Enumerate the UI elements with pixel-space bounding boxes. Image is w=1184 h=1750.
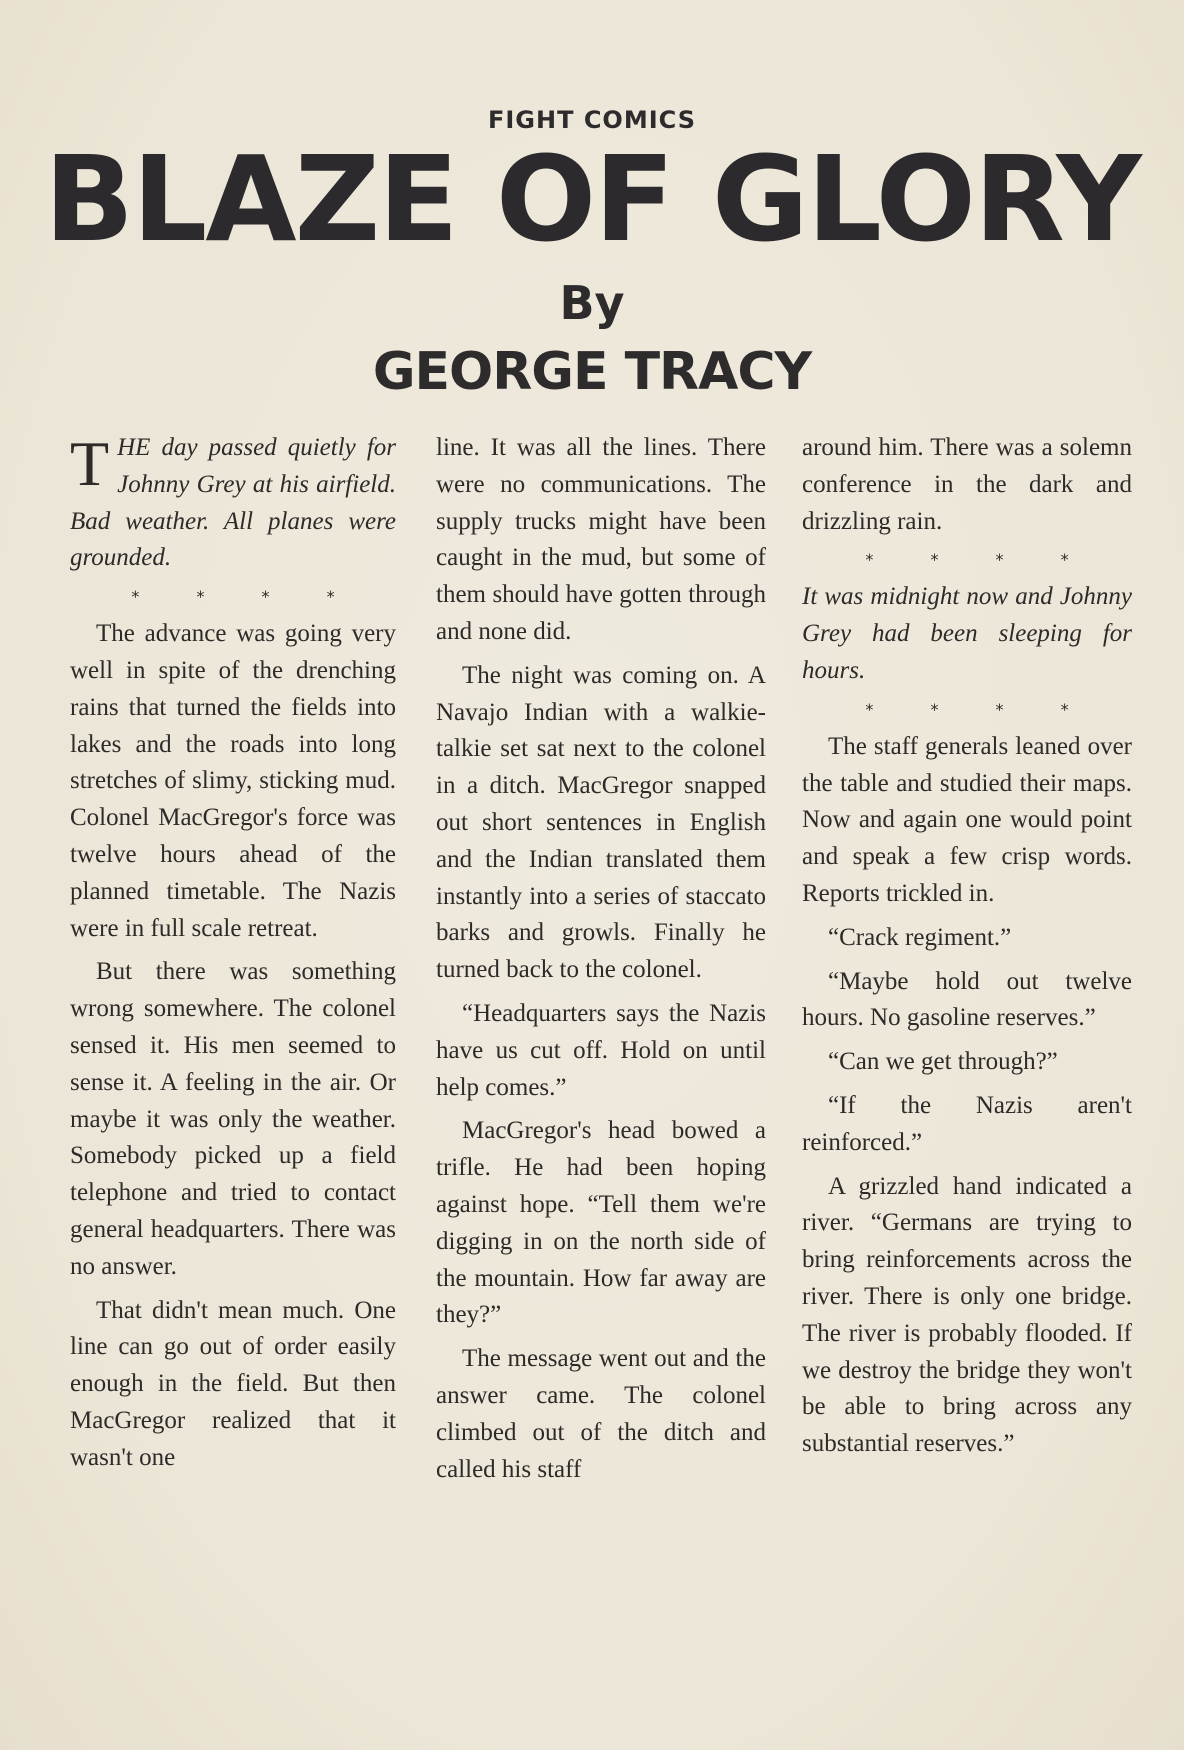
- paragraph-continued: That didn't mean much. One line can go out of order easily enough in the field. But then MacGregor realized that it wasn't one: [70, 1296, 396, 1471]
- section-break: * * * *: [865, 699, 1095, 719]
- paragraph: But there was something wrong somewhere. The colonel sensed it. His men seemed to sense it. A feeling in the air. Or maybe it was only the weather. Somebody picked up a field telephone and tried to contact general headquarters. There was no answer.: [70, 958, 396, 1280]
- story-title: BLAZE OF GLORY: [44, 130, 1140, 268]
- dialogue-line: “If the Nazis aren't reinforced.”: [802, 1091, 1132, 1156]
- section-break: * * * *: [865, 550, 1095, 570]
- paragraph: “Headquarters says the Nazis have us cut off. Hold on until help comes.”: [436, 999, 766, 1101]
- lead-paragraph: [70, 430, 396, 577]
- dialogue-line: “Maybe hold out twelve hours. No gasoline reserves.”: [802, 967, 1132, 1032]
- text-column-2: [436, 430, 766, 1495]
- paragraph: The staff generals leaned over the table and studied their maps. Now and again one would point and speak a few crisp words. Reports trickled in.: [802, 732, 1132, 907]
- paragraph: The advance was going very well in spite of the drenching rains that turned the fields into lakes and the roads into long stretches of slimy, sticking mud. Colonel MacGregor's force was twelve hours ahead of the planned timetable. The Nazis were in full scale retreat.: [70, 620, 396, 942]
- text-column-1: [70, 430, 396, 1484]
- italic-paragraph: It was midnight now and Johnny Grey had been sleeping for hours.: [802, 583, 1132, 684]
- drop-cap: T: [70, 428, 110, 499]
- lead-text: HE day passed quietly for Johnny Grey at his airfield. Bad weather. All planes were grounded.: [70, 434, 396, 572]
- author-name: GEORGE TRACY: [372, 342, 812, 402]
- paragraph: MacGregor's head bowed a trifle. He had been hoping against hope. “Tell them we're digging in on the north side of the mountain. How far away are they?”: [436, 1117, 766, 1329]
- paragraph: A grizzled hand indicated a river. “Germans are trying to bring reinforcements across the river. There is only one bridge. The river is probably flooded. If we destroy the bridge they won't be able to bring across any substantial reserves.”: [802, 1172, 1132, 1458]
- paragraph-continued: The message went out and the answer came. The colonel climbed out of the ditch and called his staff: [436, 1345, 766, 1483]
- text-column-3: [802, 430, 1132, 1470]
- series-title: FIGHT COMICS: [487, 106, 696, 134]
- paragraph-continued: line. It was all the lines. There were no communications. The supply trucks might have been caught in the mud, but some of them should have gotten through and none did.: [436, 434, 766, 645]
- paragraph: The night was coming on. A Navajo Indian with a walkie-talkie set sat next to the colonel in a ditch. MacGregor snapped out short sentences in English and the Indian translated them instantly into a series of staccato barks and growls. Finally he turned back to the colonel.: [436, 661, 766, 984]
- dialogue-line: “Crack regiment.”: [828, 923, 1012, 951]
- byline-by: By: [559, 276, 625, 330]
- section-break: * * * *: [131, 587, 361, 607]
- paragraph-continued: around him. There was a solemn conference in the dark and drizzling rain.: [802, 434, 1132, 535]
- dialogue-line: “Can we get through?”: [828, 1048, 1058, 1076]
